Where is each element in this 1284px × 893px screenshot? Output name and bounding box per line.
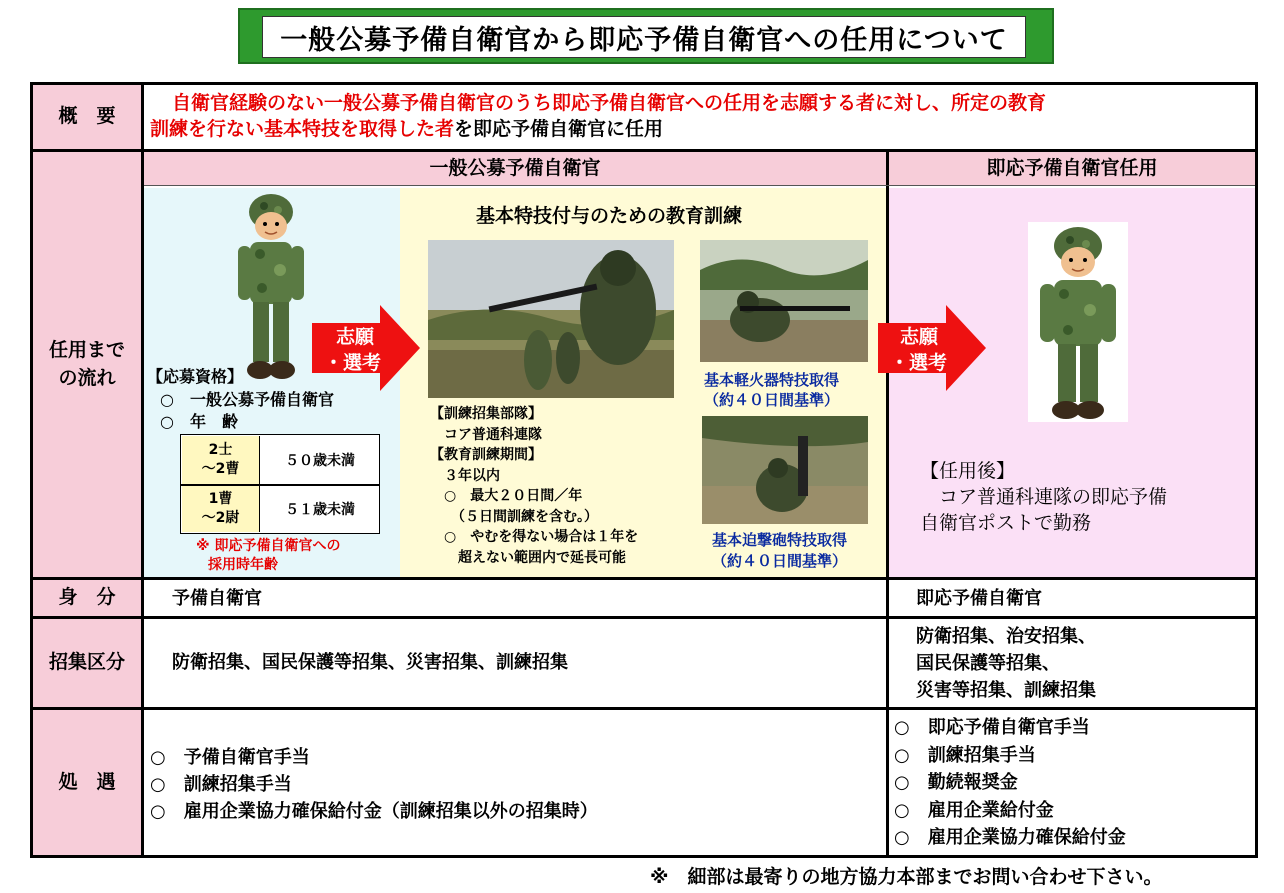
age-rank-cell: 1曹 ～2尉 [182,486,260,532]
mortar-photo [702,416,868,524]
label-call: 招集区分 [33,619,141,707]
qualification-heading: 【応募資格】 [147,367,244,386]
age-rank-cell: 2士 ～2曹 [182,436,260,484]
divider [141,85,144,855]
divider [886,152,889,855]
training-line: （５日間訓練を含む。） [430,508,598,525]
photo-caption: （約４０日間基準） [704,391,840,409]
call-right: 防衛招集、治安招集、 [916,626,1096,647]
divider [144,185,1255,186]
overview-text-line1: 自衛官経験のない一般公募予備自衛官のうち即応予備自衛官への任用を志願する者に対し、所定の教育 [172,92,1047,114]
training-line: 【教育訓練期間】 [430,447,542,463]
label-overview: 概 要 [33,85,141,149]
call-left: 防衛招集、国民保護等招集、災害招集、訓練招集 [172,652,568,673]
status-left: 予備自衛官 [172,588,262,609]
age-limit-cell: ５０歳未満 [285,453,355,469]
qualification-item: ○ 年 齢 [160,412,238,431]
page-title: 一般公募予備自衛官から即応予備自衛官への任用について [262,16,1026,58]
status-right: 即応予備自衛官 [916,588,1042,609]
treatment-item: ○ 雇用企業協力確保給付金（訓練招集以外の招集時） [150,801,598,822]
arrow-label: 志願 [900,326,939,348]
arrow-label: ・選考 [890,352,948,374]
soldier-icon [1028,222,1128,422]
divider [33,577,1255,580]
treatment-item: ○ 勤続報奨金 [894,772,1018,793]
label-flow: 任用まで の流れ [33,152,141,577]
label-status: 身 分 [33,580,141,616]
training-line: ３年以内 [430,467,500,484]
arrow-label: ・選考 [324,352,382,374]
after-text: 自衛官ポストで勤務 [920,512,1092,534]
footnote: ※ 細部は最寄りの地方協力本部までお問い合わせ下さい。 [650,866,1163,888]
arrow-label: 志願 [336,326,375,348]
treatment-item: ○ 予備自衛官手当 [150,747,310,768]
treatment-item: ○ 即応予備自衛官手当 [894,717,1090,738]
light-weapon-photo [700,240,868,362]
header-general-reserve: 一般公募予備自衛官 [144,152,886,185]
training-line: コア普通科連隊 [430,426,542,443]
training-heading: 基本特技付与のための教育訓練 [476,205,743,227]
qualification-item: ○ 一般公募予備自衛官 [160,390,334,409]
age-note: ※ 即応予備自衛官への [196,538,341,554]
photo-caption: 基本軽火器特技取得 [704,371,840,389]
photo-caption: 基本迫撃砲特技取得 [712,531,848,549]
call-right: 災害等招集、訓練招集 [916,680,1096,701]
training-photo [428,240,674,398]
after-heading: 【任用後】 [920,460,1016,482]
treatment-item: ○ 雇用企業給付金 [894,799,1054,821]
call-right: 国民保護等招集、 [916,653,1060,674]
divider [33,707,1255,710]
training-line: 【訓練招集部隊】 [430,406,542,422]
training-line: ○ やむを得ない場合は１年を [430,529,639,545]
training-details [430,404,638,568]
age-limit-cell: ５１歳未満 [285,502,355,518]
training-line: ○ 最大２０日間／年 [430,488,583,504]
photo-caption: （約４０日間基準） [712,552,848,570]
divider [33,149,1255,152]
age-note: 採用時年齢 [208,557,278,573]
treatment-item: ○ 雇用企業協力確保給付金 [894,827,1126,848]
label-treatment: 処 遇 [33,710,141,855]
after-text: コア普通科連隊の即応予備 [920,486,1168,508]
treatment-right [894,714,1126,852]
treatment-item: ○ 訓練招集手当 [150,774,292,795]
header-ready-reserve: 即応予備自衛官任用 [889,152,1255,185]
training-line: 超えない範囲内で延長可能 [430,549,626,566]
divider [33,616,1255,619]
soldier-icon [232,192,310,382]
treatment-item: ○ 訓練招集手当 [894,744,1036,766]
treatment-left [150,744,598,825]
overview-text-line2: 訓練を行ない基本特技を取得した者を即応予備自衛官に任用 [150,118,664,140]
